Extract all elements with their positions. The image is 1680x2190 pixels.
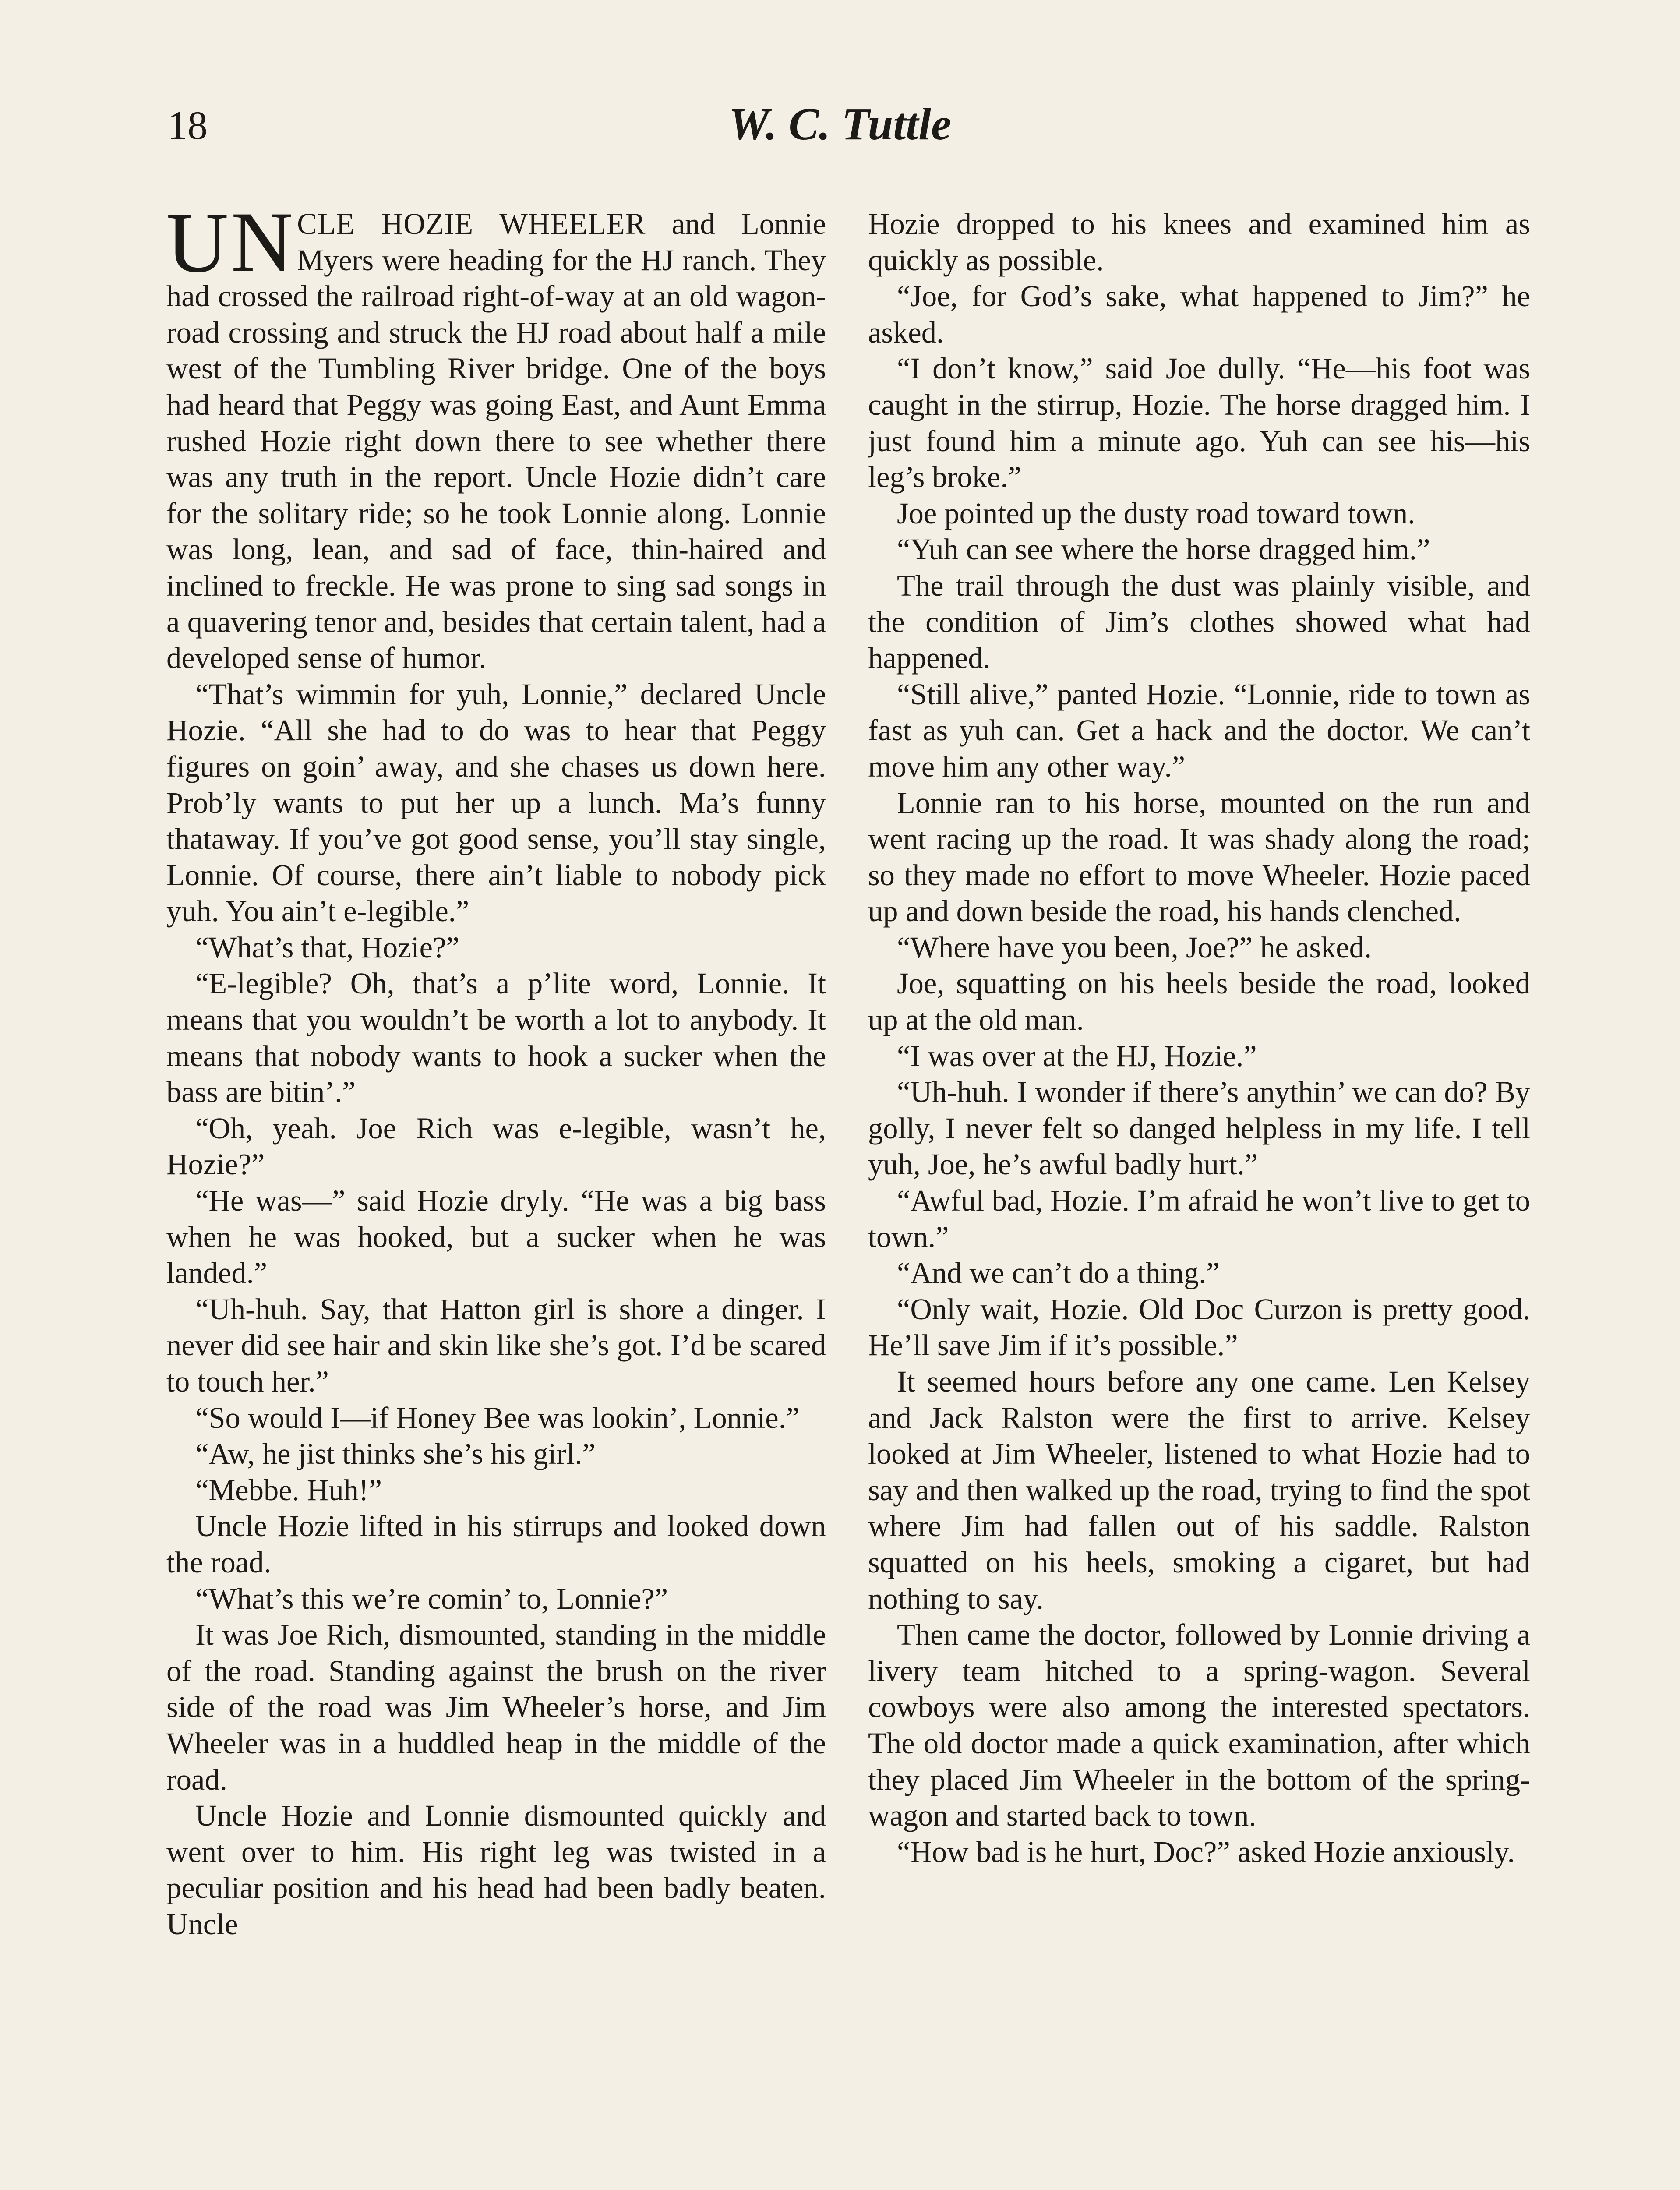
page-number: 18 — [167, 103, 208, 148]
paragraph: Uncle Hozie lifted in his stirrups and looked down the road. — [166, 1509, 826, 1579]
paragraph: “That’s wimmin for yuh, Lonnie,” declared Uncle Hozie. “All she had to do was to hear that Peggy figures on goin’ away, and she chases us down here. Prob’ly wants to put her up a lunch. Ma’s funny thataway. If you’ve got good sense, you’ll stay single, Lonnie. Of course, there ain’t liable to nobody pick yuh. You ain’t e-legible.” — [166, 677, 826, 928]
paragraph: It was Joe Rich, dismounted, standing in the middle of the road. Standing against the brush on the river side of the road was Jim Wheeler’s horse, and Jim Wheeler was in a huddled heap in the middle of the road. — [166, 1618, 826, 1796]
paragraph: “Aw, he jist thinks she’s his girl.” — [195, 1437, 596, 1471]
text-column-right — [868, 206, 1530, 2190]
paragraph: “Yuh can see where the horse dragged him.” — [897, 533, 1430, 566]
paragraph: Uncle Hozie and Lonnie dismounted quickly and went over to him. His right leg was twisted in a peculiar position and his head had been badly beaten. Uncle — [166, 1799, 826, 1941]
paragraph: “I don’t know,” said Joe dully. “He—his foot was caught in the stirrup, Hozie. The horse dragged him. I just found him a minute ago. Yuh can see his—his leg’s broke.” — [868, 352, 1530, 494]
paragraph: Lonnie ran to his horse, mounted on the run and went racing up the road. It was shady along the road; so they made no effort to move Wheeler. Hozie paced up and down beside the road, his hands clenched. — [868, 786, 1530, 928]
text-column-left — [166, 206, 826, 2190]
paragraph: The trail through the dust was plainly visible, and the condition of Jim’s clothes showed what had happened. — [868, 569, 1530, 675]
paragraph: “Awful bad, Hozie. I’m afraid he won’t live to get to town.” — [868, 1184, 1530, 1254]
paragraph: Then came the doctor, followed by Lonnie driving a livery team hitched to a spring-wagon. Several cowboys were also among the interested spectators. The old doctor made a quick examination, after which they placed Jim Wheeler in the bottom of the spring-wagon and started back to town. — [868, 1618, 1530, 1833]
paragraph: “He was—” said Hozie dryly. “He was a big bass when he was hooked, but a sucker when he was landed.” — [166, 1184, 826, 1290]
paragraph: “I was over at the HJ, Hozie.” — [897, 1039, 1257, 1073]
paragraph: “How bad is he hurt, Doc?” asked Hozie anxiously. — [897, 1835, 1515, 1869]
paragraph: “And we can’t do a thing.” — [897, 1256, 1220, 1290]
paragraph: “What’s that, Hozie?” — [195, 930, 459, 964]
paragraph — [166, 206, 826, 676]
paragraph: Joe, squatting on his heels beside the road, looked up at the old man. — [868, 967, 1530, 1037]
paragraph: It seemed hours before any one came. Len Kelsey and Jack Ralston were the first to arrive. Kelsey looked at Jim Wheeler, listened to what Hozie had to say and then walked up the road, trying to find the spot where Jim had fallen out of his saddle. Ralston squatted on his heels, smoking a cigaret, but had nothing to say. — [868, 1365, 1530, 1615]
paragraph: “Uh-huh. I wonder if there’s anythin’ we can do? By golly, I never felt so danged helpless in my life. I tell yuh, Joe, he’s awful badly hurt.” — [868, 1075, 1530, 1181]
paragraph: “Joe, for God’s sake, what happened to Jim?” he asked. — [868, 279, 1530, 349]
paragraph: “Uh-huh. Say, that Hatton girl is shore a dinger. I never did see hair and skin like she’s got. I’d be scared to touch her.” — [166, 1292, 826, 1398]
paragraph-text: and Lonnie Myers were heading for the HJ ranch. They had crossed the railroad right-of-way at an old wagon-road crossing and struck the HJ road about half a mile west of the Tumbling River bridge. One of the boys had heard that Peggy was going East, and Aunt Emma rushed Hozie right down there to see whether there was any truth in the report. Uncle Hozie didn’t care for the solitary ride; so he took Lonnie along. Lonnie was long, lean, and sad of face, thin-haired and inclined to freckle. He was prone to sing sad songs in a quavering tenor and, besides that certain talent, had a developed sense of humor. — [166, 207, 826, 675]
running-head-author: W. C. Tuttle — [728, 99, 952, 149]
paragraph: “What’s this we’re comin’ to, Lonnie?” — [195, 1582, 668, 1615]
opening-small-caps: NCLE HOZIE WHEELER — [231, 206, 646, 290]
paragraph: “Mebbe. Huh!” — [195, 1473, 382, 1507]
paragraph: Hozie dropped to his knees and examined him as quickly as possible. — [868, 207, 1530, 277]
paragraph: “Oh, yeah. Joe Rich was e-legible, wasn’t he, Hozie?” — [166, 1111, 826, 1181]
paragraph: “Still alive,” panted Hozie. “Lonnie, ride to town as fast as yuh can. Get a hack and the doctor. We can’t move him any other way.” — [868, 677, 1530, 783]
paragraph: “Only wait, Hozie. Old Doc Curzon is pretty good. He’ll save Jim if it’s possible.” — [868, 1292, 1530, 1362]
paragraph: “So would I—if Honey Bee was lookin’, Lonnie.” — [195, 1401, 800, 1434]
paragraph: Joe pointed up the dusty road toward town. — [897, 496, 1415, 530]
drop-cap: U — [166, 206, 229, 290]
paragraph: “Where have you been, Joe?” he asked. — [897, 930, 1372, 964]
paragraph: “E-legible? Oh, that’s a p’lite word, Lonnie. It means that you wouldn’t be worth a lot to anybody. It means that nobody wants to hook a sucker when the bass are bitin’.” — [166, 967, 826, 1109]
